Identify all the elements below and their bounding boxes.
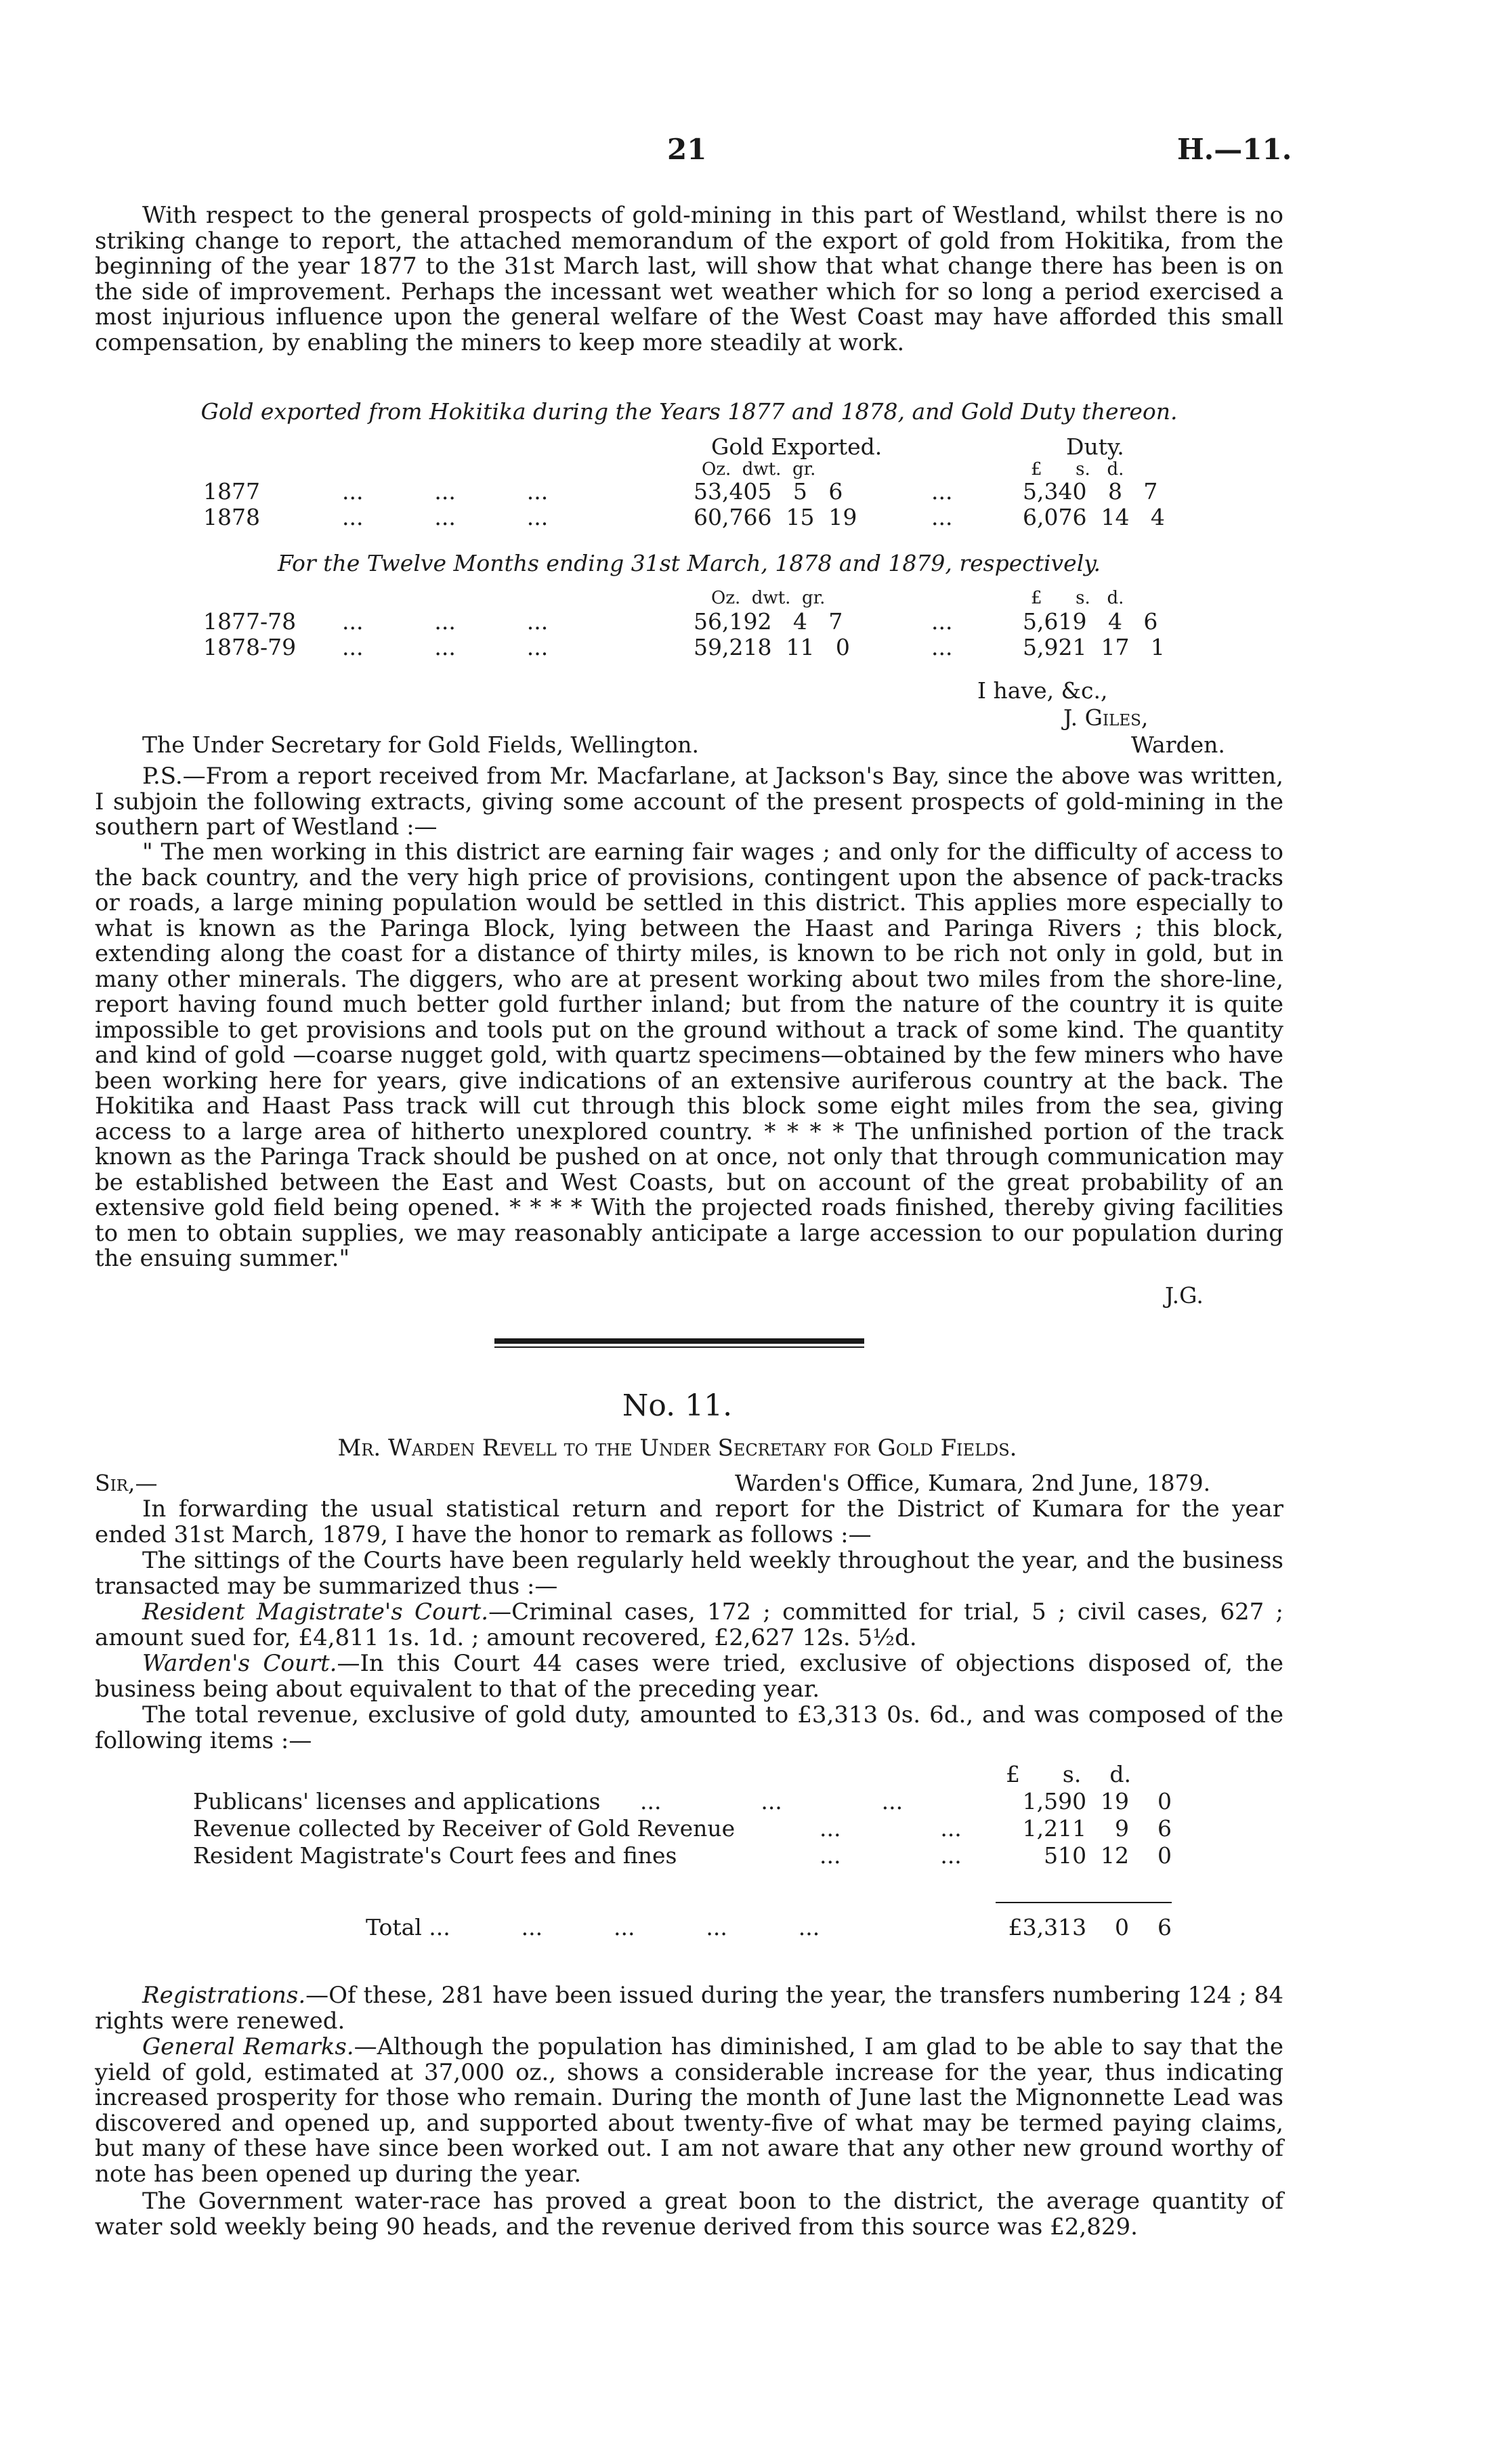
paragraph-label: Resident Magistrate's Court. bbox=[142, 1598, 489, 1626]
letter-paragraph-6 bbox=[95, 1983, 1283, 2034]
table2-row-dots2: ... bbox=[931, 634, 953, 660]
table2-row-year: 1878-79 bbox=[203, 634, 297, 660]
table1-row-dots2: ... bbox=[931, 504, 953, 530]
letter-paragraph-5: The total revenue, exclusive of gold duty, amounted to £3,313 0s. 6d., and was composed of the following items :— bbox=[95, 1701, 1283, 1754]
signoff-closing: I have, &c., bbox=[977, 677, 1108, 704]
table2-row-duty: 5,921 17 1 bbox=[1023, 634, 1165, 660]
table1-gold-header: Gold Exported. bbox=[711, 433, 883, 460]
letter-paragraph-2: The sittings of the Courts have been regularly held weekly throughout the year, and the business transacted may be summarized thus :— bbox=[95, 1547, 1283, 1600]
revenue-total-label: Total ... ... ... ... ... bbox=[366, 1914, 820, 1940]
revenue-row-dots: ... ... ... bbox=[640, 1788, 904, 1814]
letter-paragraph-4 bbox=[95, 1651, 1283, 1702]
revenue-row-amount: 510 12 0 bbox=[1044, 1842, 1172, 1869]
table1-duty-units: £ s. d. bbox=[1031, 459, 1124, 480]
paragraph-body: —Of these, 281 have been issued during the year, the transfers numbering 124 ; 84 rights were renewed. bbox=[95, 1982, 1283, 2035]
paragraph-body: —Criminal cases, 172 ; committed for trial, 5 ; civil cases, 627 ; amount sued for, £4,811 1s. 1d. ; amount recovered, £2,627 12s. 5½d. bbox=[95, 1598, 1283, 1651]
document-reference: H.—11. bbox=[1177, 133, 1292, 166]
table2-row-dots: ... ... ... bbox=[342, 608, 549, 635]
paragraph-label: General Remarks. bbox=[142, 2033, 354, 2060]
revenue-row-amount: 1,211 9 6 bbox=[1022, 1815, 1172, 1842]
table2-gold-units: Oz. dwt. gr. bbox=[711, 588, 826, 608]
table1-row-year: 1877 bbox=[203, 478, 260, 505]
table1-row-dots: ... ... ... bbox=[342, 504, 549, 530]
quote-initials: J.G. bbox=[1165, 1282, 1204, 1309]
total-rule bbox=[996, 1902, 1172, 1903]
letter-paragraph-1: In forwarding the usual statistical return and report for the District of Kumara for the year ended 31st March, 1879, I have the honor to remark as follows :— bbox=[95, 1495, 1283, 1548]
paragraph-label: Registrations. bbox=[142, 1982, 306, 2009]
table2-caption: For the Twelve Months ending 31st March, 1878 and 1879, respectively. bbox=[277, 550, 1101, 576]
signoff-title: Warden. bbox=[1131, 731, 1225, 758]
table1-caption: Gold exported from Hokitika during the Years 1877 and 1878, and Gold Duty thereon. bbox=[200, 398, 1178, 425]
paragraph-body: —Although the population has diminished, I am glad to be able to say that the yield of gold, estimated at 37,000 oz., shows a considerable increase for the year, thus indicating increased prosperity for those who remain. During the month of June last the Mignonnette Lead was discovered and opened up, and supported about twenty-five of what may be termed paying claims, but many of these have since been worked out. I am not aware that any other new ground worthy of note has been opened up during the year. bbox=[95, 2033, 1283, 2188]
revenue-row-amount: 1,590 19 0 bbox=[1022, 1788, 1172, 1814]
table1-row-gold: 53,405 5 6 bbox=[694, 478, 843, 505]
ps-paragraph: P.S.—From a report received from Mr. Macfarlane, at Jackson's Bay, since the above was written, I subjoin the following extracts, giving some account of the present prospects of gold-mining in the southern part of Westland :— bbox=[95, 763, 1283, 841]
revenue-row-label: Revenue collected by Receiver of Gold Revenue bbox=[193, 1815, 736, 1842]
revenue-row-label: Resident Magistrate's Court fees and fines bbox=[193, 1842, 677, 1869]
revenue-row-dots: ... ... bbox=[820, 1815, 962, 1842]
revenue-row-dots: ... ... bbox=[820, 1842, 962, 1869]
table1-row-duty: 6,076 14 4 bbox=[1023, 504, 1165, 530]
table2-row-year: 1877-78 bbox=[203, 608, 297, 635]
table1-row-duty: 5,340 8 7 bbox=[1023, 478, 1158, 505]
salutation: Sir,— bbox=[95, 1470, 158, 1496]
table1-row-year: 1878 bbox=[203, 504, 260, 530]
signoff-name: J. Giles, bbox=[1063, 704, 1149, 731]
page-number: 21 bbox=[667, 133, 707, 166]
table2-row-dots: ... ... ... bbox=[342, 634, 549, 660]
intro-paragraph: With respect to the general prospects of gold-mining in this part of Westland, whilst there is no striking change to report, the attached memorandum of the export of gold from Hokitika, from the beginning of the year 1877 to the 31st March last, will show that what change there has been is on the side of improvement. Perhaps the incessant wet weather which for so long a period exercised a most injurious influence upon the general welfare of the West Coast may have afforded this small compensation, by enabling the miners to keep more steadily at work. bbox=[95, 202, 1283, 356]
letter-headline: Mr. Warden Revell to the Under Secretary for Gold Fields. bbox=[337, 1435, 1017, 1462]
letter-paragraph-8: The Government water-race has proved a great boon to the district, the average quantity of water sold weekly being 90 heads, and the revenue derived from this source was £2,829. bbox=[95, 2188, 1283, 2240]
dateline: Warden's Office, Kumara, 2nd June, 1879. bbox=[735, 1470, 1211, 1496]
revenue-row-label: Publicans' licenses and applications bbox=[193, 1788, 601, 1814]
section-rule bbox=[494, 1338, 864, 1344]
letter-paragraph-3 bbox=[95, 1600, 1283, 1651]
letter-paragraph-7 bbox=[95, 2035, 1283, 2187]
table1-duty-header: Duty. bbox=[1066, 433, 1124, 460]
revenue-units: £ s. d. bbox=[1006, 1761, 1131, 1787]
section-title: No. 11. bbox=[622, 1388, 733, 1423]
table1-row-dots: ... ... ... bbox=[342, 478, 549, 505]
table2-duty-units: £ s. d. bbox=[1031, 588, 1124, 608]
paragraph-label: Warden's Court. bbox=[142, 1650, 337, 1677]
table2-row-duty: 5,619 4 6 bbox=[1023, 608, 1158, 635]
revenue-total-amount: £3,313 0 6 bbox=[1008, 1914, 1172, 1940]
table2-row-dots2: ... bbox=[931, 608, 953, 635]
table1-row-dots2: ... bbox=[931, 478, 953, 505]
table2-row-gold: 56,192 4 7 bbox=[694, 608, 843, 635]
table2-row-gold: 59,218 11 0 bbox=[694, 634, 850, 660]
table1-row-gold: 60,766 15 19 bbox=[694, 504, 857, 530]
quote-paragraph: " The men working in this district are earning fair wages ; and only for the difficulty of access to the back country, and the very high price of provisions, contingent upon the absence of pack-tracks or roads, a large mining population would be settled in this district. This applies more especially to what is known as the Paringa Block, lying between the Haast and Paringa Rivers ; this block, extending along the coast for a distance of thirty miles, is known to be rich not only in gold, but in many other minerals. The diggers, who are at present working about two miles from the shore-line, report having found much better gold further inland; but from the nature of the country it is quite impossible to get provisions and tools put on the ground without a track of some kind. The quantity and kind of gold —coarse nugget gold, with quartz specimens—obtained by the few miners who have been working here for years, give indications of an extensive auriferous country at the back. The Hokitika and Haast Pass track will cut through this block some eight miles from the sea, giving access to a large area of hitherto unexplored country. * * * * The unfinished portion of the track known as the Paringa Track should be pushed on at once, not only that through communication may be established between the East and West Coasts, but on account of the great probability of an extensive gold field being opened. * * * * With the projected roads finished, thereby giving facilities to men to obtain supplies, we may reasonably anticipate a large accession to our population during the ensuing summer." bbox=[95, 838, 1283, 1272]
signoff-addressee: The Under Secretary for Gold Fields, Wellington. bbox=[142, 731, 700, 758]
table1-gold-units: Oz. dwt. gr. bbox=[702, 459, 816, 480]
paragraph-body: —In this Court 44 cases were tried, exclusive of objections disposed of, the business being about equivalent to that of the preceding year. bbox=[95, 1650, 1283, 1703]
section-rule-thin bbox=[494, 1346, 864, 1348]
